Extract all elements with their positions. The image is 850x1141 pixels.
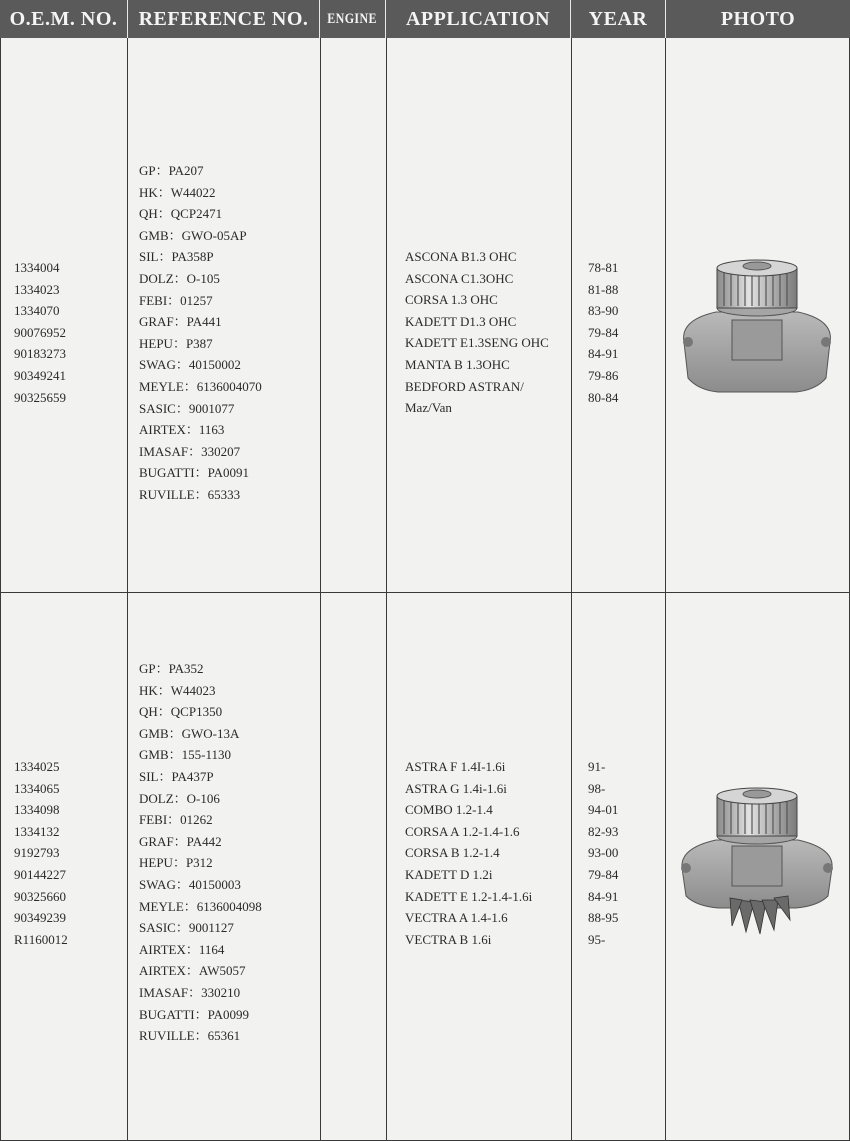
water-pump-icon [676, 250, 838, 400]
reference-number: BUGATTI：PA0099 [139, 1006, 250, 1022]
oem-number: 1334098 [14, 802, 60, 818]
reference-number: GP：PA352 [139, 661, 204, 676]
reference-number: HEPU：P312 [139, 855, 213, 871]
reference-number: RUVILLE：65361 [139, 1028, 241, 1044]
application-item: ASCONA B1.3 OHC [405, 249, 517, 264]
reference-number: IMASAF：330207 [139, 443, 241, 459]
application-item: ASTRA F 1.4I-1.6i [405, 759, 506, 774]
year-range: 98- [588, 780, 606, 796]
oem-number: 1334065 [14, 780, 60, 796]
year-range: 82-93 [588, 823, 619, 839]
reference-number: AIRTEX：AW5057 [139, 963, 246, 979]
reference-number: QH：QCP2471 [139, 206, 223, 222]
grid-line [665, 38, 666, 1141]
header-oem: O.E.M. NO. [0, 0, 128, 38]
oem-number: 90144227 [14, 866, 66, 882]
reference-number: SWAG：40150003 [139, 876, 241, 892]
application-item: CORSA 1.3 OHC [405, 292, 498, 308]
reference-list [139, 160, 262, 506]
year-range: 93-00 [588, 845, 619, 861]
reference-number: IMASAF：330210 [139, 984, 241, 1000]
application-item: Maz/Van [405, 400, 452, 416]
year-list [588, 756, 618, 950]
reference-number: QH：QCP1350 [139, 704, 223, 720]
oem-number: 90325659 [14, 389, 66, 405]
reference-number: GMB：GWO-13A [139, 725, 240, 741]
header-photo: PHOTO [720, 7, 796, 30]
oem-number: 1334132 [14, 823, 60, 839]
application-item: MANTA B 1.3OHC [405, 356, 510, 372]
grid-line [571, 38, 572, 1141]
year-range: 79-84 [588, 866, 619, 882]
year-range: 81-88 [588, 281, 619, 297]
reference-number: SIL：PA437P [139, 768, 214, 784]
oem-number: 1334070 [14, 303, 60, 319]
reference-number: SASIC：9001077 [139, 400, 235, 416]
grid-line [0, 38, 1, 1141]
year-range: 84-91 [588, 888, 619, 904]
water-pump-impeller-icon [676, 780, 838, 940]
application-item: ASCONA C1.3OHC [405, 270, 514, 286]
oem-number: 1334023 [14, 281, 60, 297]
grid-line [127, 38, 128, 1141]
application-item: VECTRA A 1.4-1.6 [405, 910, 508, 926]
year-range: 94-01 [588, 802, 619, 818]
reference-number: SASIC：9001127 [139, 920, 234, 936]
table-header [0, 0, 850, 38]
reference-number: GP：PA207 [139, 163, 204, 178]
oem-number: 9192793 [14, 845, 60, 861]
reference-number: GRAF：PA442 [139, 833, 222, 849]
oem-number: 90325660 [14, 888, 66, 904]
grid-line [320, 38, 321, 1141]
reference-number: MEYLE：6136004070 [139, 378, 262, 394]
reference-number: HK：W44023 [139, 682, 216, 698]
oem-number: 90076952 [14, 324, 66, 340]
row-divider [0, 592, 850, 593]
year-range: 80-84 [588, 389, 619, 405]
application-item: KADETT D1.3 OHC [405, 313, 517, 329]
oem-number: 1334004 [14, 260, 60, 275]
application-item: CORSA B 1.2-1.4 [405, 845, 500, 861]
oem-number: 90183273 [14, 346, 66, 362]
application-item: ASTRA G 1.4i-1.6i [405, 780, 507, 796]
header-reference: REFERENCE NO. [128, 0, 320, 38]
application-list [405, 756, 532, 950]
oem-number: 90349241 [14, 367, 66, 383]
header-engine: ENGINE [320, 0, 386, 38]
oem-list [14, 257, 66, 408]
application-item: CORSA A 1.2-1.4-1.6 [405, 823, 520, 839]
reference-number: MEYLE：6136004098 [139, 898, 262, 914]
application-item: BEDFORD ASTRAN/ [405, 378, 524, 394]
year-range: 88-95 [588, 910, 619, 926]
application-item: VECTRA B 1.6i [405, 931, 492, 947]
oem-number: R1160012 [14, 931, 68, 947]
reference-number: DOLZ：O-105 [139, 270, 220, 286]
application-item: COMBO 1.2-1.4 [405, 802, 493, 818]
year-range: 79-84 [588, 324, 619, 340]
reference-number: SWAG：40150002 [139, 357, 241, 373]
reference-number: HEPU：P387 [139, 335, 213, 351]
application-item: KADETT E1.3SENG OHC [405, 335, 549, 351]
reference-number: FEBI：01257 [139, 292, 213, 308]
grid-line [386, 38, 387, 1141]
year-range: 78-81 [588, 260, 619, 275]
year-range: 95- [588, 931, 606, 947]
reference-number: GMB：GWO-05AP [139, 227, 247, 243]
reference-number: BUGATTI：PA0091 [139, 465, 250, 481]
reference-number: GRAF：PA441 [139, 314, 222, 330]
reference-number: AIRTEX：1163 [139, 422, 225, 438]
application-item: KADETT E 1.2-1.4-1.6i [405, 888, 533, 904]
header-year: YEAR [571, 0, 666, 38]
reference-number: RUVILLE：65333 [139, 486, 241, 502]
oem-list [14, 756, 68, 950]
year-list [588, 257, 618, 408]
reference-number: AIRTEX：1164 [139, 941, 225, 957]
oem-number: 90349239 [14, 910, 66, 926]
oem-number: 1334025 [14, 759, 60, 774]
application-list [405, 246, 549, 419]
year-range: 91- [588, 759, 606, 774]
year-range: 79-86 [588, 367, 619, 383]
reference-number: DOLZ：O-106 [139, 790, 220, 806]
reference-number: HK：W44022 [139, 184, 216, 200]
year-range: 83-90 [588, 303, 619, 319]
reference-number: GMB：155-1130 [139, 747, 231, 763]
application-item: KADETT D 1.2i [405, 866, 493, 882]
header-application: APPLICATION [386, 0, 571, 38]
reference-number: SIL：PA358P [139, 249, 214, 265]
reference-list [139, 658, 262, 1047]
year-range: 84-91 [588, 346, 619, 362]
reference-number: FEBI：01262 [139, 812, 213, 828]
